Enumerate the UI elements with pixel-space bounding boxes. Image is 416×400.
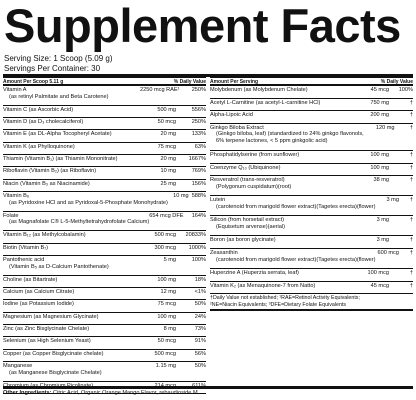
nutrient-amount: 120 mg [375,124,395,131]
servings-per-container: Servings Per Container: 30 [4,64,101,73]
nutrient-daily-value: 1000% [188,244,206,251]
nutrient-amount: 200 mg [370,112,389,119]
nutrient-main-label: Thiamin (Vitamin B₁) (as Thiamin Mononitrate) [3,156,118,163]
footnote-line-1: †Daily Value not established; ¹RAE=Retinol Activity Equivalents; [210,295,360,302]
nutrient-daily-value: † [409,237,413,244]
nutrient-daily-value: † [409,270,413,277]
right-header-amount: Amount Per Serving [210,79,259,85]
nutrient-main-label: Silicon (from horsetail extract) [210,217,284,224]
nutrient-daily-value: 588% [191,193,206,200]
nutrient-main-label: Zeaxanthin [210,250,238,257]
left-panel-header [3,78,206,86]
nutrient-name [3,245,140,252]
right_panel-row [210,111,413,124]
nutrient-daily-value: 133% [191,131,206,138]
nutrient-main-label: Calcium (as Calcium Citrate) [3,288,75,295]
left_panel-row [3,106,206,118]
nutrient-name [210,270,349,277]
nutrient-amount: 500 mcg [154,232,176,239]
nutrient-main-label: Vitamin K₂ (as Menaquinone-7 from Natto) [210,282,316,289]
nutrient-source-detail: (Ginkgo biloba, leaf) (standardized to 24% ginkgo flavonols, [216,131,364,138]
nutrient-amount: 100 mg [157,313,176,320]
nutrient-amount: 654 mcg DFE [149,212,184,219]
nutrient-main-label: Vitamin K (as Phylloquinone) [3,143,75,150]
nutrient-name [3,168,140,175]
nutrient-amount: 10 mg [160,168,176,175]
left_panel-row [3,325,206,337]
nutrient-amount: 75 mcg [157,301,176,308]
nutrient-amount: 20 mg [160,131,176,138]
nutrient-name [210,152,349,159]
nutrient-daily-value: 20833% [185,232,206,239]
nutrient-main-label: Vitamin C (as Ascorbic Acid) [3,106,74,113]
nutrient-daily-value: 73% [194,326,206,333]
nutrient-name [3,181,140,188]
nutrient-amount: 3 mg [386,197,399,204]
nutrient-amount: 5 mg [163,257,176,264]
left_panel-row [3,180,206,192]
nutrient-name [3,257,140,270]
left_panel-row [3,256,206,276]
nutrient-main-label: Boron (as boron glycinate) [210,237,276,244]
nutrient-amount: 750 mg [370,99,389,106]
serving-info [4,54,113,74]
right-nutrient-panel [210,77,413,311]
nutrient-name [210,125,364,145]
nutrient-name [3,213,149,226]
left_panel-row [3,118,206,130]
left_panel-row [3,143,206,155]
right_panel-row [210,236,413,249]
nutrient-name [3,119,140,126]
nutrient-source-detail: (Polygonum cuspidatum)(root) [216,183,292,190]
nutrient-name [210,197,375,210]
right_panel-row [210,216,413,236]
nutrient-amount: 300 mcg [154,244,176,251]
nutrient-main-label: Niacin (Vitamin B₃ as Niacinamide) [3,180,90,187]
nutrient-main-label: Vitamin B₆ [3,193,30,200]
nutrient-daily-value: 91% [194,338,206,345]
other-ingredients [3,389,413,397]
nutrient-daily-value: 556% [191,106,206,113]
nutrient-main-label: Acetyl L-Carnitine (as acetyl-L-carnitine HCl) [210,99,321,106]
nutrient-main-label: Lutein [210,197,226,204]
nutrient-main-label: Biotin (Vitamin B₇) [3,244,49,251]
nutrient-main-label: Alpha-Lipoic Acid [210,112,253,119]
right_panel-row [210,124,413,152]
nutrient-name [210,250,375,263]
nutrient-amount: 20 mg [160,156,176,163]
nutrient-amount: 100 mg [370,164,389,171]
left_panel-row [3,86,206,106]
right-panel-header [210,78,413,86]
nutrient-amount: 2250 mcg RAE¹ [140,87,180,93]
nutrient-daily-value: <1% [194,288,206,295]
nutrient-name [3,289,140,296]
nutrient-name [3,107,140,114]
nutrient-daily-value: 156% [191,180,206,187]
left_panel-row [3,130,206,142]
left-header-dv: % Daily Value [173,79,206,85]
nutrient-amount: 600 mcg [377,250,399,257]
nutrient-amount: 500 mcg [154,350,176,357]
left_panel-row [3,350,206,362]
nutrient-name [3,363,140,376]
nutrient-main-label: Phosphatidylserine (from sunflower) [210,152,300,159]
left_panel-row [3,167,206,179]
right_panel-row [210,282,413,295]
nutrient-name [210,100,349,107]
nutrient-main-label: Iodine (as Potassium Iodide) [3,301,74,308]
left-nutrient-panel [3,77,206,394]
nutrient-name [3,156,140,163]
right_panel-row [210,151,413,164]
right_panel-row [210,269,413,282]
left_panel-row [3,300,206,312]
nutrient-name [3,351,140,358]
nutrient-main-label: Resveratrol (trans-resveratrol) [210,177,285,184]
right_panel-row [210,164,413,177]
nutrient-main-label: Ginkgo Biloba Extract [210,124,264,131]
nutrient-amount: 100 mg [157,276,176,283]
nutrient-daily-value: 1667% [188,156,206,163]
nutrient-name [3,144,140,151]
nutrient-daily-value: † [409,164,413,171]
nutrient-name [3,87,140,100]
nutrient-main-label: Riboflavin (Vitamin B₂) (as Riboflavin) [3,168,97,175]
nutrient-amount: 100 mcg [367,270,389,277]
nutrient-source-detail: 6% terpene lactones, < 5 ppm ginkgolic acid) [216,137,328,144]
right-rows [210,86,413,294]
nutrient-daily-value: 63% [194,143,206,150]
nutrient-daily-value: 164% [191,212,206,219]
nutrient-main-label: Folate [3,212,19,219]
nutrient-main-label: Selenium (as High Selenium Yeast) [3,338,91,345]
nutrient-main-label: Magnesium (as Magnesium Glycinate) [3,313,99,320]
nutrient-daily-value: 769% [191,168,206,175]
other-ingredients-label: Other Ingredients: [3,390,52,396]
left_panel-row [3,276,206,288]
nutrient-name [210,237,349,244]
nutrient-amount: 3 mg [376,217,389,224]
footnotes [210,294,413,311]
nutrient-name [3,131,140,138]
nutrient-main-label: Vitamin E (as DL-Alpha Tocopheryl Acetate) [3,131,112,138]
nutrient-name [210,87,349,94]
nutrient-daily-value: 100% [191,257,206,264]
serving-size: Serving Size: 1 Scoop (5.09 g) [4,54,113,63]
nutrient-amount: 100 mg [370,152,389,159]
right_panel-row [210,86,413,99]
nutrient-daily-value: † [409,217,413,224]
left_panel-row [3,362,206,382]
footnote-line-2: ²NE=Niacin Equivalents; ³DFE=Dietary Folate Equivalents [210,301,347,308]
nutrient-amount: 38 mg [373,177,389,184]
nutrient-source-detail: (carotenoid from marigold flower extract)(Tagetes erecta)(flower) [216,203,376,210]
left_panel-row [3,244,206,256]
nutrient-name [3,277,140,284]
nutrient-main-label: Copper (as Copper Bisglycinate chelate) [3,350,104,357]
nutrient-main-label: Pantothenic acid [3,257,45,264]
nutrient-name [210,177,349,190]
nutrient-amount: 45 mcg [370,282,389,289]
nutrient-daily-value: 50% [194,301,206,308]
nutrient-amount: 500 mg [157,106,176,113]
nutrient-amount: 3 mg [376,237,389,244]
left_panel-row [3,337,206,349]
nutrient-name [3,326,140,333]
nutrient-source-detail: (as Magnafolate C® L-5-Methyltetrahydrofolate Calcium) [9,219,150,226]
nutrient-daily-value: † [409,99,413,106]
nutrient-name [3,232,140,239]
nutrient-main-label: Vitamin D (as D₃ cholecalciferol) [3,118,84,125]
nutrient-main-label: Vitamin B₁₂ (as Methylcobalamin) [3,232,86,239]
nutrient-main-label: Huperzine A (Huperzia serrata, leaf) [210,270,299,277]
nutrient-daily-value: † [409,250,413,257]
nutrient-daily-value: 50% [194,363,206,370]
nutrient-amount: 25 mg [160,180,176,187]
right_panel-row [210,249,413,269]
nutrient-source-detail: (Equisetum arvense)(aerial) [216,223,286,230]
nutrient-amount: 75 mcg [157,143,176,150]
nutrient-daily-value: † [409,177,413,184]
left_panel-row [3,155,206,167]
nutrient-source-detail: (as Manganese Bisglycinate Chelate) [9,369,102,376]
nutrient-daily-value: † [409,197,413,204]
nutrient-name [3,338,140,345]
nutrient-source-detail: (as retinyl Palmitate and Beta Carotene) [9,93,109,100]
nutrient-amount: 45 mcg [370,87,389,93]
nutrient-source-detail: (as Pyridoxine HCl and as Pyridoxal-5-Phosphate Monohydrate) [9,199,168,206]
nutrient-daily-value: 100% [398,87,413,93]
left-rows [3,86,206,394]
nutrient-main-label: Zinc (as Zinc Bisglycinate Chelate) [3,326,90,333]
nutrient-main-label: Choline (as Bitartrate) [3,276,58,283]
nutrient-source-detail: (carotenoid from marigold flower extract)(Tagetes erecta)(flower) [216,256,376,263]
nutrient-amount: 10 mg [173,193,189,200]
nutrient-source-detail: (Vitamin B₅ as D-Calcium Pantothenate) [9,263,109,270]
nutrient-name [210,217,349,230]
nutrient-daily-value: † [409,282,413,289]
left_panel-row [3,192,206,212]
nutrient-name [210,165,349,172]
left_panel-row [3,313,206,325]
nutrient-daily-value: † [409,152,413,159]
other-ingredients-text: Citric Acid, Organic Orange Mango Flavor, rebaudioside M. [53,390,200,396]
left-header-amount: Amount Per Scoop 5.11 g [3,79,64,85]
nutrient-daily-value: 18% [194,276,206,283]
right-header-dv: % Daily Value [380,79,413,85]
nutrient-amount: 50 mcg [157,338,176,345]
supplement-facts-title: Supplement Facts [4,0,401,52]
left_panel-row [3,288,206,300]
nutrient-amount: 1.15 mg [155,363,176,370]
nutrient-daily-value: † [409,124,413,131]
nutrient-daily-value: 250% [191,118,206,125]
nutrient-daily-value: 250% [191,87,206,93]
nutrient-daily-value: † [409,112,413,119]
nutrient-daily-value: 56% [194,350,206,357]
right_panel-row [210,196,413,216]
left_panel-row [3,212,206,232]
nutrient-main-label: Molybdenum (as Molybdenum Chelate) [210,87,308,93]
nutrient-name [210,283,349,290]
right_panel-row [210,99,413,112]
left_panel-row [3,231,206,243]
nutrient-daily-value: 24% [194,313,206,320]
nutrient-amount: 8 mg [163,326,176,333]
nutrient-main-label: Vitamin A [3,87,27,93]
nutrient-main-label: Coenzyme Q₁₀ (Ubiquinone) [210,164,281,171]
nutrient-amount: 12 mg [160,288,176,295]
nutrient-main-label: Manganese [3,363,33,370]
nutrient-name [210,112,349,119]
nutrient-name [3,314,140,321]
nutrient-amount: 50 mcg [157,118,176,125]
right_panel-row [210,176,413,196]
nutrient-name [3,301,140,308]
nutrient-name [3,193,168,206]
